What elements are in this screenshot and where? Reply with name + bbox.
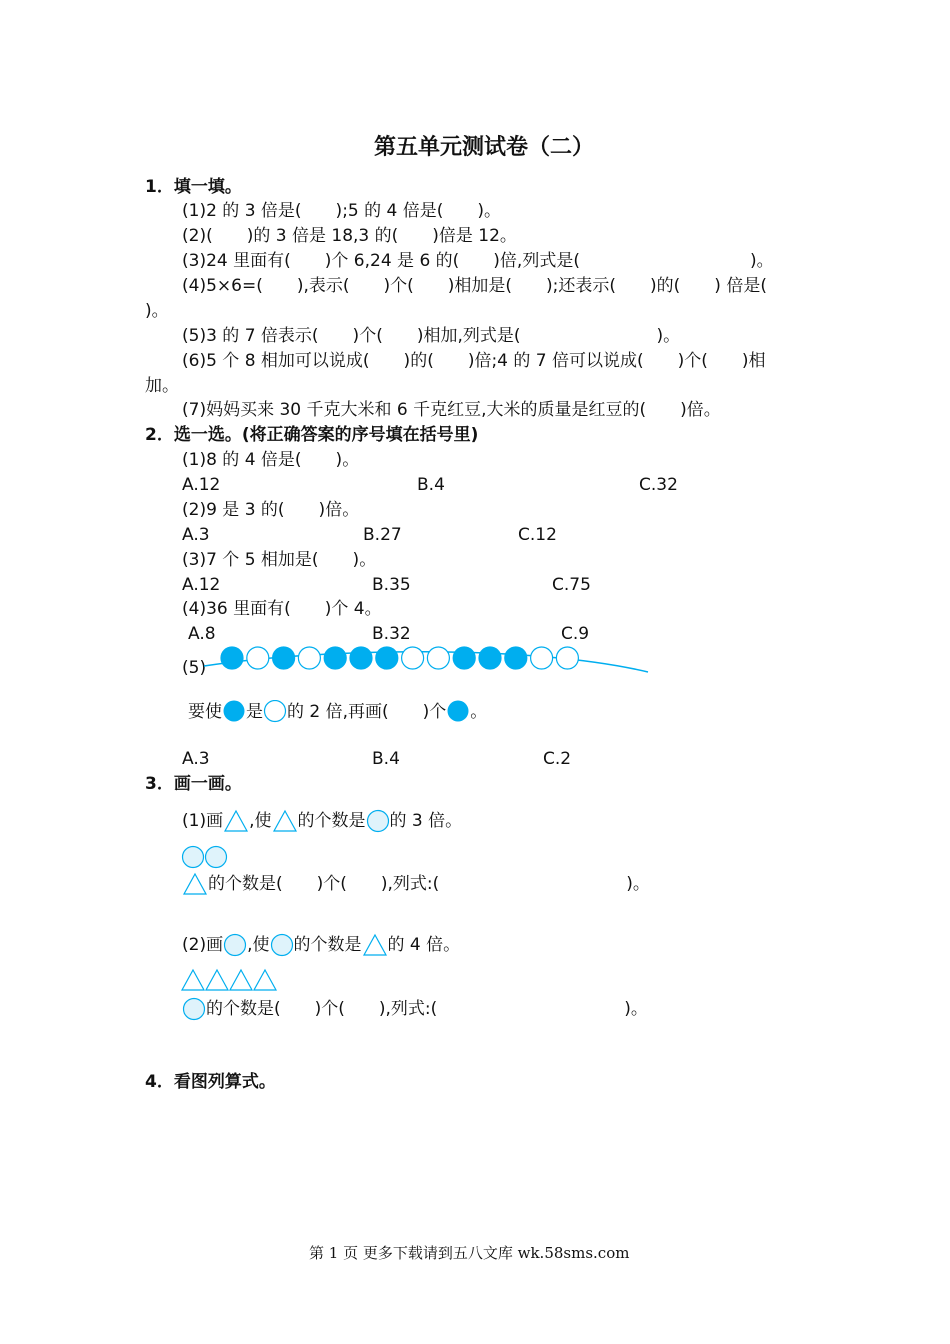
filled-circle-icon bbox=[446, 700, 470, 724]
s2-q1-option-b: B.4 bbox=[417, 475, 445, 495]
s3-part-1-answer bbox=[182, 872, 650, 896]
filled-bead bbox=[273, 647, 295, 669]
given-triangle bbox=[206, 970, 228, 990]
s2-q1-option-a: A.12 bbox=[182, 475, 221, 495]
given-circle bbox=[183, 847, 204, 868]
section-1-heading: 1．填一填。 bbox=[145, 177, 242, 197]
s3-p1-text-4: 的 3 倍。 bbox=[389, 811, 463, 831]
filled-bead bbox=[505, 647, 527, 669]
given-triangle bbox=[230, 970, 252, 990]
s2-question-2: (2)9 是 3 的( )倍。 bbox=[182, 500, 360, 520]
s3-part-1-prompt bbox=[182, 808, 462, 834]
s2-q5-text-2: 是 bbox=[246, 702, 263, 722]
s3-p1-text-1: (1)画 bbox=[182, 811, 224, 831]
filled-bead bbox=[376, 647, 398, 669]
s2-q2-option-c: C.12 bbox=[518, 525, 557, 545]
s2-q2-option-b: B.27 bbox=[363, 525, 402, 545]
empty-bead bbox=[298, 647, 320, 669]
filled-bead bbox=[479, 647, 501, 669]
bead-string-figure bbox=[200, 640, 660, 680]
s1-question-4-cont: )。 bbox=[145, 301, 169, 321]
section-4-heading: 4．看图列算式。 bbox=[145, 1072, 276, 1092]
given-circles-figure bbox=[180, 845, 240, 869]
s1-question-6: (6)5 个 8 相加可以说成( )的( )倍;4 的 7 倍可以说成( )个( )相 bbox=[182, 351, 766, 371]
empty-bead bbox=[531, 647, 553, 669]
s2-q5-sentence bbox=[188, 700, 487, 724]
bead-string-line bbox=[204, 652, 648, 672]
s2-q5-text-3: 的 2 倍,再画( )个 bbox=[287, 702, 447, 722]
s2-q3-option-a: A.12 bbox=[182, 575, 221, 595]
s2-q4-option-c: C.9 bbox=[561, 624, 590, 644]
s2-q5-option-b: B.4 bbox=[372, 749, 400, 769]
filled-bead bbox=[324, 647, 346, 669]
s3-part-2-prompt bbox=[182, 932, 460, 958]
s2-q5-option-c: C.2 bbox=[543, 749, 572, 769]
given-triangle bbox=[254, 970, 276, 990]
filled-circle-icon bbox=[222, 700, 246, 724]
s1-question-1: (1)2 的 3 倍是( );5 的 4 倍是( )。 bbox=[182, 201, 502, 221]
s2-question-3: (3)7 个 5 相加是( )。 bbox=[182, 550, 377, 570]
page-title: 第五单元测试卷（二） bbox=[374, 134, 595, 160]
page-footer: 第 1 页 更多下载请到五八文库 wk.58sms.com bbox=[309, 1244, 630, 1262]
s1-question-2: (2)( )的 3 倍是 18,3 的( )倍是 12。 bbox=[182, 226, 517, 246]
s2-q3-option-b: B.35 bbox=[372, 575, 411, 595]
s2-q5-text-1: 要使 bbox=[188, 702, 222, 722]
s2-q3-option-c: C.75 bbox=[552, 575, 591, 595]
empty-bead bbox=[402, 647, 424, 669]
s2-q4-option-a: A.8 bbox=[188, 624, 216, 644]
s1-question-7: (7)妈妈买来 30 千克大米和 6 千克红豆,大米的质量是红豆的( )倍。 bbox=[182, 400, 721, 420]
s2-q2-option-a: A.3 bbox=[182, 525, 210, 545]
s2-q1-option-c: C.32 bbox=[639, 475, 678, 495]
light-circle-icon bbox=[223, 933, 247, 957]
s3-p2-answer-text: 的个数是( )个( ),列式:( )。 bbox=[206, 999, 648, 1019]
section-3-heading: 3．画一画。 bbox=[145, 774, 242, 794]
light-circle-icon bbox=[270, 933, 294, 957]
s3-p1-text-2: ,使 bbox=[249, 811, 272, 831]
triangle-icon bbox=[272, 809, 298, 833]
empty-bead bbox=[427, 647, 449, 669]
filled-bead bbox=[221, 647, 243, 669]
s3-p1-text-3: 的个数是 bbox=[297, 811, 366, 831]
s3-p2-text-1: (2)画 bbox=[182, 935, 224, 955]
s2-question-5-number: (5) bbox=[182, 658, 207, 678]
filled-bead bbox=[350, 647, 372, 669]
s2-question-4: (4)36 里面有( )个 4。 bbox=[182, 599, 382, 619]
given-triangle bbox=[182, 970, 204, 990]
s3-p2-text-2: ,使 bbox=[247, 935, 270, 955]
s3-p2-text-3: 的个数是 bbox=[293, 935, 362, 955]
s1-question-6-cont: 加。 bbox=[145, 376, 179, 396]
triangle-icon bbox=[223, 809, 249, 833]
given-circle bbox=[206, 847, 227, 868]
section-2-heading: 2．选一选。(将正确答案的序号填在括号里) bbox=[145, 425, 479, 445]
s3-part-2-answer bbox=[182, 997, 648, 1021]
s3-p1-answer-text: 的个数是( )个( ),列式:( )。 bbox=[208, 874, 650, 894]
empty-bead bbox=[556, 647, 578, 669]
triangle-icon bbox=[362, 933, 388, 957]
given-triangles-figure bbox=[180, 968, 280, 992]
s2-q5-text-4: 。 bbox=[470, 702, 488, 722]
s2-q4-option-b: B.32 bbox=[372, 624, 411, 644]
filled-bead bbox=[453, 647, 475, 669]
s1-question-4: (4)5×6=( ),表示( )个( )相加是( );还表示( )的( ) 倍是( bbox=[182, 276, 767, 296]
triangle-icon bbox=[182, 872, 208, 896]
light-circle-icon bbox=[182, 997, 206, 1021]
empty-bead bbox=[247, 647, 269, 669]
empty-circle-icon bbox=[263, 700, 287, 724]
light-circle-icon bbox=[366, 809, 390, 833]
s2-q5-option-a: A.3 bbox=[182, 749, 210, 769]
s1-question-3: (3)24 里面有( )个 6,24 是 6 的( )倍,列式是( )。 bbox=[182, 251, 774, 271]
s1-question-5: (5)3 的 7 倍表示( )个( )相加,列式是( )。 bbox=[182, 326, 681, 346]
s2-question-1: (1)8 的 4 倍是( )。 bbox=[182, 450, 360, 470]
s3-p2-text-4: 的 4 倍。 bbox=[387, 935, 461, 955]
